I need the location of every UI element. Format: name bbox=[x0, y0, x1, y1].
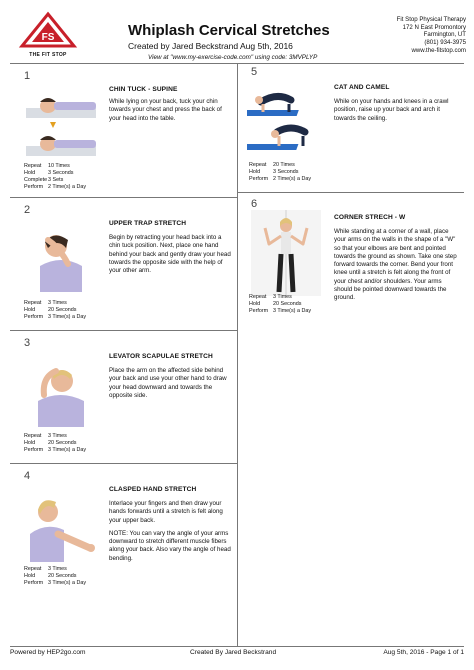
prescription-table bbox=[24, 163, 86, 191]
rx-value: 3 Times bbox=[48, 433, 67, 439]
rx-value: 3 Time(s) a Day bbox=[48, 580, 87, 586]
exercise-number: 2 bbox=[24, 204, 31, 216]
exercise-description bbox=[109, 367, 233, 405]
rx-row bbox=[249, 169, 311, 176]
exercise-card-2 bbox=[18, 204, 236, 328]
svg-text:FS: FS bbox=[41, 32, 55, 43]
rx-value: 20 Seconds bbox=[273, 301, 302, 307]
created-by-line: Created by Jared Beckstrand Aug 5th, 2016 bbox=[128, 41, 293, 51]
rx-label: Hold bbox=[24, 307, 36, 313]
rx-value: 3 Times bbox=[273, 294, 292, 300]
rx-row bbox=[249, 308, 311, 315]
row-divider-2 bbox=[10, 330, 237, 331]
logo-text: THE FIT STOP bbox=[29, 52, 67, 58]
rx-label: Hold bbox=[24, 573, 36, 579]
rx-row bbox=[24, 307, 86, 314]
description-paragraph: Place the arm on the affected side behind your back and use your other hand to draw your head downward and towards the opposite side. bbox=[109, 367, 227, 399]
rx-label: Repeat bbox=[24, 433, 42, 439]
exercise-card-6 bbox=[245, 198, 463, 328]
rx-row bbox=[24, 573, 86, 580]
exercise-card-1 bbox=[18, 70, 236, 196]
rx-row bbox=[24, 440, 86, 447]
rx-row bbox=[24, 566, 86, 573]
rx-label: Complete bbox=[24, 177, 48, 183]
description-paragraph: While standing at a corner of a wall, place your arms on the walls in the shape of a "W" so that your elbows are bent and pointed towards the ground as shown. Take one step forward towards the corner. Bend your front knee until a stretch is felt along the front of your chest and/or shoulders. Your arms should be pointed downward towards the ground. bbox=[334, 228, 457, 302]
exercise-photo-clasped-hand bbox=[24, 484, 98, 562]
rx-row bbox=[24, 163, 86, 170]
rx-row bbox=[24, 177, 86, 184]
rx-value: 3 Times bbox=[48, 566, 67, 572]
description-paragraph: Interlace your fingers and then draw your hands forwards until a stretch is felt along your upper back. bbox=[109, 500, 223, 524]
footer-divider bbox=[10, 646, 464, 647]
exercise-title: CLASPED HAND STRETCH bbox=[109, 486, 197, 493]
exercise-number: 3 bbox=[24, 337, 31, 349]
rx-value: 3 Seconds bbox=[48, 170, 74, 176]
exercise-number: 6 bbox=[251, 198, 258, 210]
rx-value: 2 Time(s) a Day bbox=[273, 176, 312, 182]
rx-row bbox=[24, 580, 86, 587]
prescription-table bbox=[249, 294, 311, 315]
exercise-photo-cat-camel bbox=[247, 82, 321, 154]
clinic-website[interactable]: www.the-fitstop.com bbox=[411, 46, 466, 54]
exercise-description bbox=[334, 98, 458, 128]
footer-page-info: Aug 5th, 2016 - Page 1 of 1 bbox=[383, 649, 464, 656]
rx-label: Hold bbox=[24, 170, 36, 176]
description-paragraph: While lying on your back, tuck your chin towards your chest and press the back of your head into the table. bbox=[109, 98, 222, 122]
exercise-photo-corner-stretch bbox=[251, 210, 321, 296]
rx-value: 3 Time(s) a Day bbox=[48, 447, 87, 453]
rx-label: Hold bbox=[249, 169, 261, 175]
clinic-name: Fit Stop Physical Therapy bbox=[396, 16, 466, 23]
rx-label: Repeat bbox=[249, 162, 267, 168]
exercise-description bbox=[109, 234, 233, 280]
rx-value: 3 Times bbox=[48, 300, 67, 306]
clinic-info bbox=[346, 16, 466, 55]
rx-row bbox=[24, 184, 86, 191]
description-paragraph: Begin by retracting your head back into a chin tuck position. Next, place one hand behind your back and gently draw your head towards the opposite side with the help of your other arm. bbox=[109, 234, 231, 275]
exercise-photo-upper-trap bbox=[26, 218, 96, 292]
prescription-table bbox=[24, 566, 86, 587]
rx-label: Perform bbox=[249, 176, 269, 182]
rx-label: Perform bbox=[249, 308, 269, 314]
rx-label: Perform bbox=[24, 447, 44, 453]
rx-value: 20 Seconds bbox=[48, 573, 77, 579]
view-at-code-line: View at "www.my-exercise-code.com" using code: 3MVPLYP bbox=[148, 54, 318, 61]
rx-row bbox=[249, 176, 311, 183]
description-note: NOTE: You can vary the angle of your arms downward to stretch different muscle fibers along your back. Also vary the angle of head bending. bbox=[109, 529, 231, 562]
exercise-title: CHIN TUCK - SUPINE bbox=[109, 86, 178, 93]
exercise-title: CAT AND CAMEL bbox=[334, 84, 390, 91]
rx-value: 3 Time(s) a Day bbox=[273, 308, 312, 314]
rx-row bbox=[249, 301, 311, 308]
rx-value: 3 Sets bbox=[48, 177, 64, 183]
column-divider bbox=[237, 63, 238, 646]
rx-value: 20 Times bbox=[273, 162, 295, 168]
page-title: Whiplash Cervical Stretches bbox=[128, 22, 330, 39]
rx-label: Hold bbox=[24, 440, 36, 446]
rx-row bbox=[249, 294, 311, 301]
exercise-card-4 bbox=[18, 470, 236, 640]
exercise-number: 1 bbox=[24, 70, 31, 82]
prescription-table bbox=[24, 433, 86, 454]
exercise-description bbox=[109, 500, 233, 568]
rx-label: Repeat bbox=[24, 163, 42, 169]
rx-value: 3 Time(s) a Day bbox=[48, 314, 87, 320]
exercise-number: 4 bbox=[24, 470, 31, 482]
rx-label: Repeat bbox=[249, 294, 267, 300]
rx-row bbox=[249, 162, 311, 169]
prescription-table bbox=[249, 162, 311, 183]
rx-value: 3 Seconds bbox=[273, 169, 299, 175]
footer-created-by: Created By Jared Beckstrand bbox=[190, 649, 277, 656]
rx-value: 20 Seconds bbox=[48, 307, 77, 313]
exercise-title: LEVATOR SCAPULAE STRETCH bbox=[109, 353, 213, 360]
prescription-table bbox=[24, 300, 86, 321]
row-divider-3 bbox=[10, 463, 237, 464]
exercise-number: 5 bbox=[251, 66, 258, 78]
fit-stop-logo bbox=[14, 10, 82, 58]
rx-row bbox=[24, 300, 86, 307]
exercise-photo-chin-tuck bbox=[26, 84, 96, 166]
exercise-description bbox=[109, 98, 229, 128]
rx-label: Perform bbox=[24, 580, 44, 586]
rx-label: Perform bbox=[24, 184, 44, 190]
description-paragraph: While on your hands and knees in a crawl position, raise up your back and arch it towards the ceiling. bbox=[334, 98, 449, 122]
rx-value: 2 Time(s) a Day bbox=[48, 184, 87, 190]
rx-row bbox=[24, 433, 86, 440]
exercise-card-5 bbox=[245, 66, 463, 190]
rx-row bbox=[24, 314, 86, 321]
clinic-address: 172 N East Promontory bbox=[402, 23, 466, 31]
exercise-description bbox=[334, 228, 460, 308]
row-divider-right bbox=[237, 192, 464, 193]
clinic-city: Farmington, UT bbox=[423, 31, 466, 39]
rx-value: 20 Seconds bbox=[48, 440, 77, 446]
rx-label: Repeat bbox=[24, 300, 42, 306]
row-divider-1 bbox=[10, 197, 237, 198]
clinic-phone: (801) 934-3975 bbox=[424, 39, 466, 47]
rx-row bbox=[24, 170, 86, 177]
footer-powered-by[interactable]: Powered by HEP2go.com bbox=[10, 649, 86, 656]
rx-row bbox=[24, 447, 86, 454]
exercise-photo-levator-scapulae bbox=[26, 351, 96, 427]
rx-label: Perform bbox=[24, 314, 44, 320]
rx-label: Repeat bbox=[24, 566, 42, 572]
rx-value: 10 Times bbox=[48, 163, 70, 169]
exercise-title: UPPER TRAP STRETCH bbox=[109, 220, 187, 227]
exercise-card-3 bbox=[18, 337, 236, 461]
exercise-title: CORNER STRECH - W bbox=[334, 214, 406, 221]
rx-label: Hold bbox=[249, 301, 261, 307]
